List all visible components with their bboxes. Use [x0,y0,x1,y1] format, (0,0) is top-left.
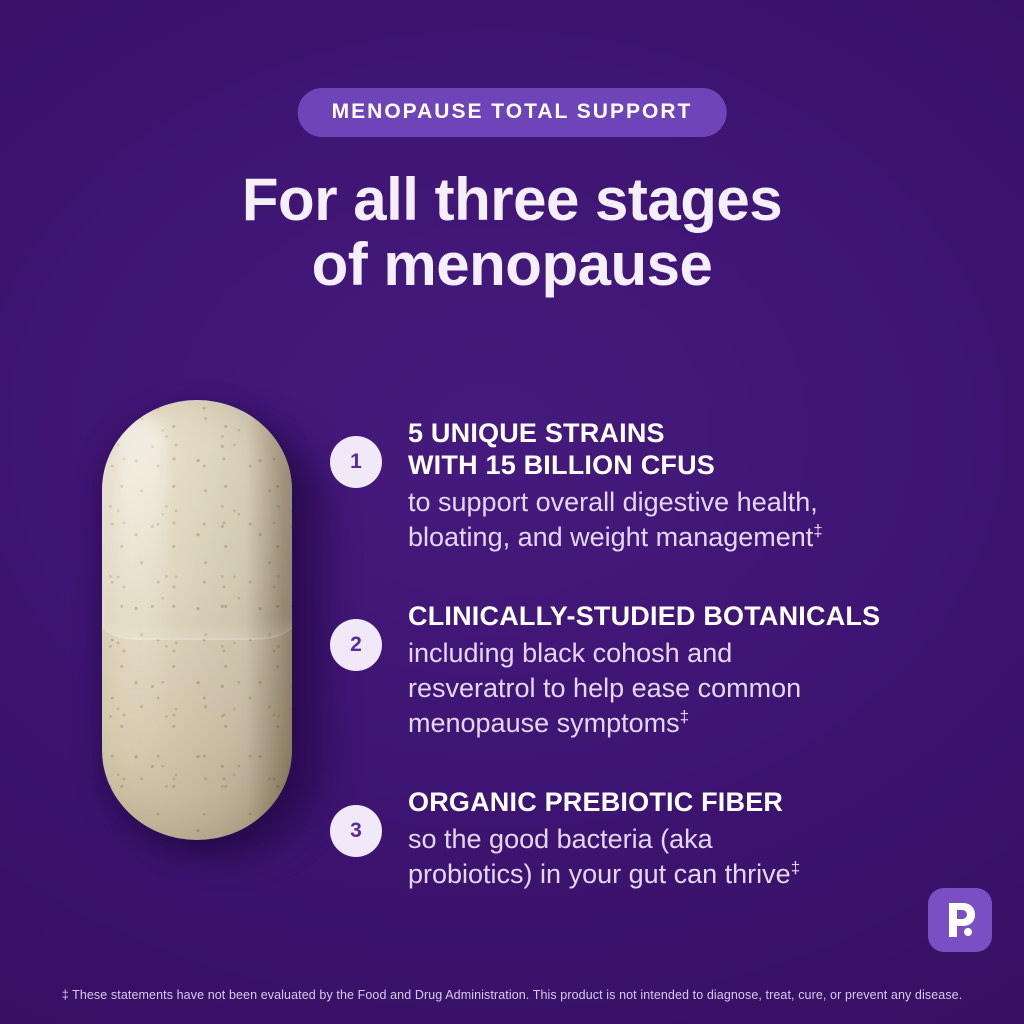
feature-body [408,485,823,555]
eyebrow-badge: MENOPAUSE TOTAL SUPPORT [298,88,727,137]
dagger-symbol: ‡ [679,706,690,726]
dagger-symbol: ‡ [790,858,801,877]
feature-title-line-1: 5 UNIQUE STRAINS [408,418,665,448]
logo-p-icon [943,901,977,939]
feature-body-line-1: to support overall digestive health, [408,486,818,517]
headline-line-2: of menopause [311,230,713,298]
feature-title-line-2: WITH 15 BILLION CFUS [408,449,715,480]
feature-title [408,601,880,633]
page-title [0,168,1024,298]
capsule-icon [102,400,292,840]
feature-body-line-2-text: bloating, and weight management [408,521,814,552]
feature-title-line-1: ORGANIC PREBIOTIC FIBER [408,787,784,818]
dagger-symbol: ‡ [813,520,823,540]
feature-body-line-3 [408,706,880,741]
feature-body-line-1: so the good bacteria (aka [408,823,713,854]
feature-number-badge: 1 [330,436,382,488]
feature-text [408,779,800,892]
feature-title [408,787,800,819]
brand-logo [928,888,992,952]
list-item [330,779,990,892]
capsule-highlight [118,416,166,816]
list-item [330,593,990,741]
feature-title [408,418,823,482]
list-item [330,410,990,555]
feature-title-line-1: CLINICALLY-STUDIED BOTANICALS [408,600,881,631]
feature-body [408,636,880,741]
feature-body-line-2-text: probiotics) in your gut can thrive [408,859,791,889]
feature-body-line-2 [408,857,800,892]
feature-text [408,593,880,741]
feature-list [330,410,990,892]
feature-body-line-2: resveratrol to help ease common [408,672,802,703]
feature-text [408,410,823,555]
feature-number-badge: 2 [330,619,382,671]
feature-body-line-3-text: menopause symptoms [408,707,680,738]
product-image [92,400,342,860]
feature-body-line-1: including black cohosh and [408,637,733,668]
legal-disclaimer: ‡ These statements have not been evaluated by the Food and Drug Administration. This product is not intended to diagnose, treat, cure, or prevent any disease. [61,988,963,1002]
headline-line-1: For all three stages [241,166,783,233]
feature-number-badge: 3 [330,805,382,857]
feature-body [408,822,800,892]
feature-body-line-2 [408,520,823,555]
